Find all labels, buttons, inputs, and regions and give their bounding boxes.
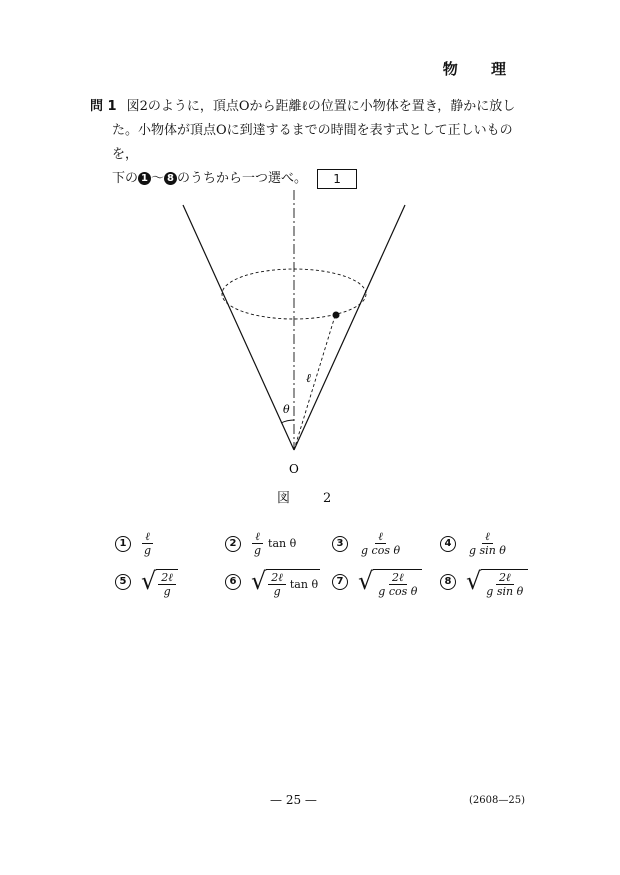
choice-2[interactable]	[225, 530, 296, 557]
choice-7[interactable]	[332, 566, 422, 598]
choice-fraction	[158, 571, 176, 598]
answer-box[interactable]: 1	[317, 169, 357, 189]
sqrt: √ $\frac{\text{2ℓ}}{\text{g sin θ}}$	[466, 566, 528, 598]
numerator: 2ℓ	[158, 571, 176, 585]
choice-8[interactable]	[440, 566, 528, 598]
question-text-3-post: のうちから一つ選べ。	[177, 171, 308, 186]
sqrt: √ $\frac{\text{2ℓ}}{g}$ tan θ	[251, 567, 319, 598]
choice-fraction	[141, 530, 154, 557]
numerator: ℓ	[142, 530, 153, 544]
choice-number: 7	[332, 574, 348, 590]
choice-range-end: 8	[164, 172, 177, 185]
denominator: g sin θ	[469, 544, 506, 557]
sqrt: √ $\frac{\text{2ℓ}}{\text{g cos θ}}$	[358, 566, 422, 598]
distance-line	[294, 316, 335, 450]
question-line-2: た。小物体が頂点Oに到達するまでの時間を表す式として正しいものを，	[112, 123, 513, 162]
choice-5[interactable]	[115, 566, 178, 598]
choice-fraction	[483, 571, 526, 598]
choice-number: 3	[332, 536, 348, 552]
cone-right-edge	[294, 205, 405, 450]
small-object	[333, 312, 340, 319]
numerator: ℓ	[252, 530, 263, 544]
angle-label: θ	[283, 403, 290, 416]
subject-title: 物 理	[442, 60, 520, 78]
numerator: 2ℓ	[496, 571, 514, 585]
choice-fraction	[375, 571, 420, 598]
length-label: ℓ	[306, 371, 311, 385]
choice-number: 4	[440, 536, 456, 552]
choice-6[interactable]	[225, 566, 320, 598]
question-label: 問 1	[90, 99, 117, 114]
choice-fraction	[251, 530, 264, 557]
figure-caption: 図 2	[277, 491, 342, 506]
choice-suffix: tan θ	[289, 578, 319, 591]
choice-suffix: tan θ	[268, 537, 297, 550]
page-number: — 25 —	[270, 793, 317, 807]
exam-code: (2608—25)	[469, 795, 525, 806]
denominator: g cos θ	[378, 585, 418, 598]
choice-fraction	[268, 571, 286, 598]
choice-range-start: 1	[138, 172, 151, 185]
choice-number: 8	[440, 574, 456, 590]
choice-number: 2	[225, 536, 241, 552]
choice-3[interactable]	[332, 530, 403, 557]
choice-fraction	[466, 530, 509, 557]
question-text-3-pre: 下の	[112, 171, 139, 186]
cone-left-edge	[183, 205, 294, 450]
numerator: ℓ	[375, 530, 386, 544]
choice-number: 6	[225, 574, 241, 590]
question-text-3-mid: ～	[151, 171, 165, 186]
choice-fraction	[358, 530, 403, 557]
choice-1[interactable]	[115, 530, 154, 557]
denominator: g	[163, 585, 171, 598]
numerator: ℓ	[482, 530, 493, 544]
denominator: g sin θ	[486, 585, 524, 598]
vertex-label: O	[289, 462, 299, 476]
numerator: 2ℓ	[389, 571, 407, 585]
choice-number: 5	[115, 574, 131, 590]
choice-number: 1	[115, 536, 131, 552]
denominator: g cos θ	[361, 544, 401, 557]
denominator: g	[254, 544, 262, 557]
choice-4[interactable]	[440, 530, 509, 557]
sqrt: √ $\frac{\text{2ℓ}}{g}$	[141, 566, 178, 598]
numerator: 2ℓ	[268, 571, 286, 585]
angle-arc	[281, 420, 294, 423]
denominator: g	[273, 585, 281, 598]
denominator: g	[144, 544, 152, 557]
question-text-1: 図2のように，頂点Oから距離ℓの位置に小物体を置き，静かに放し	[126, 99, 516, 114]
